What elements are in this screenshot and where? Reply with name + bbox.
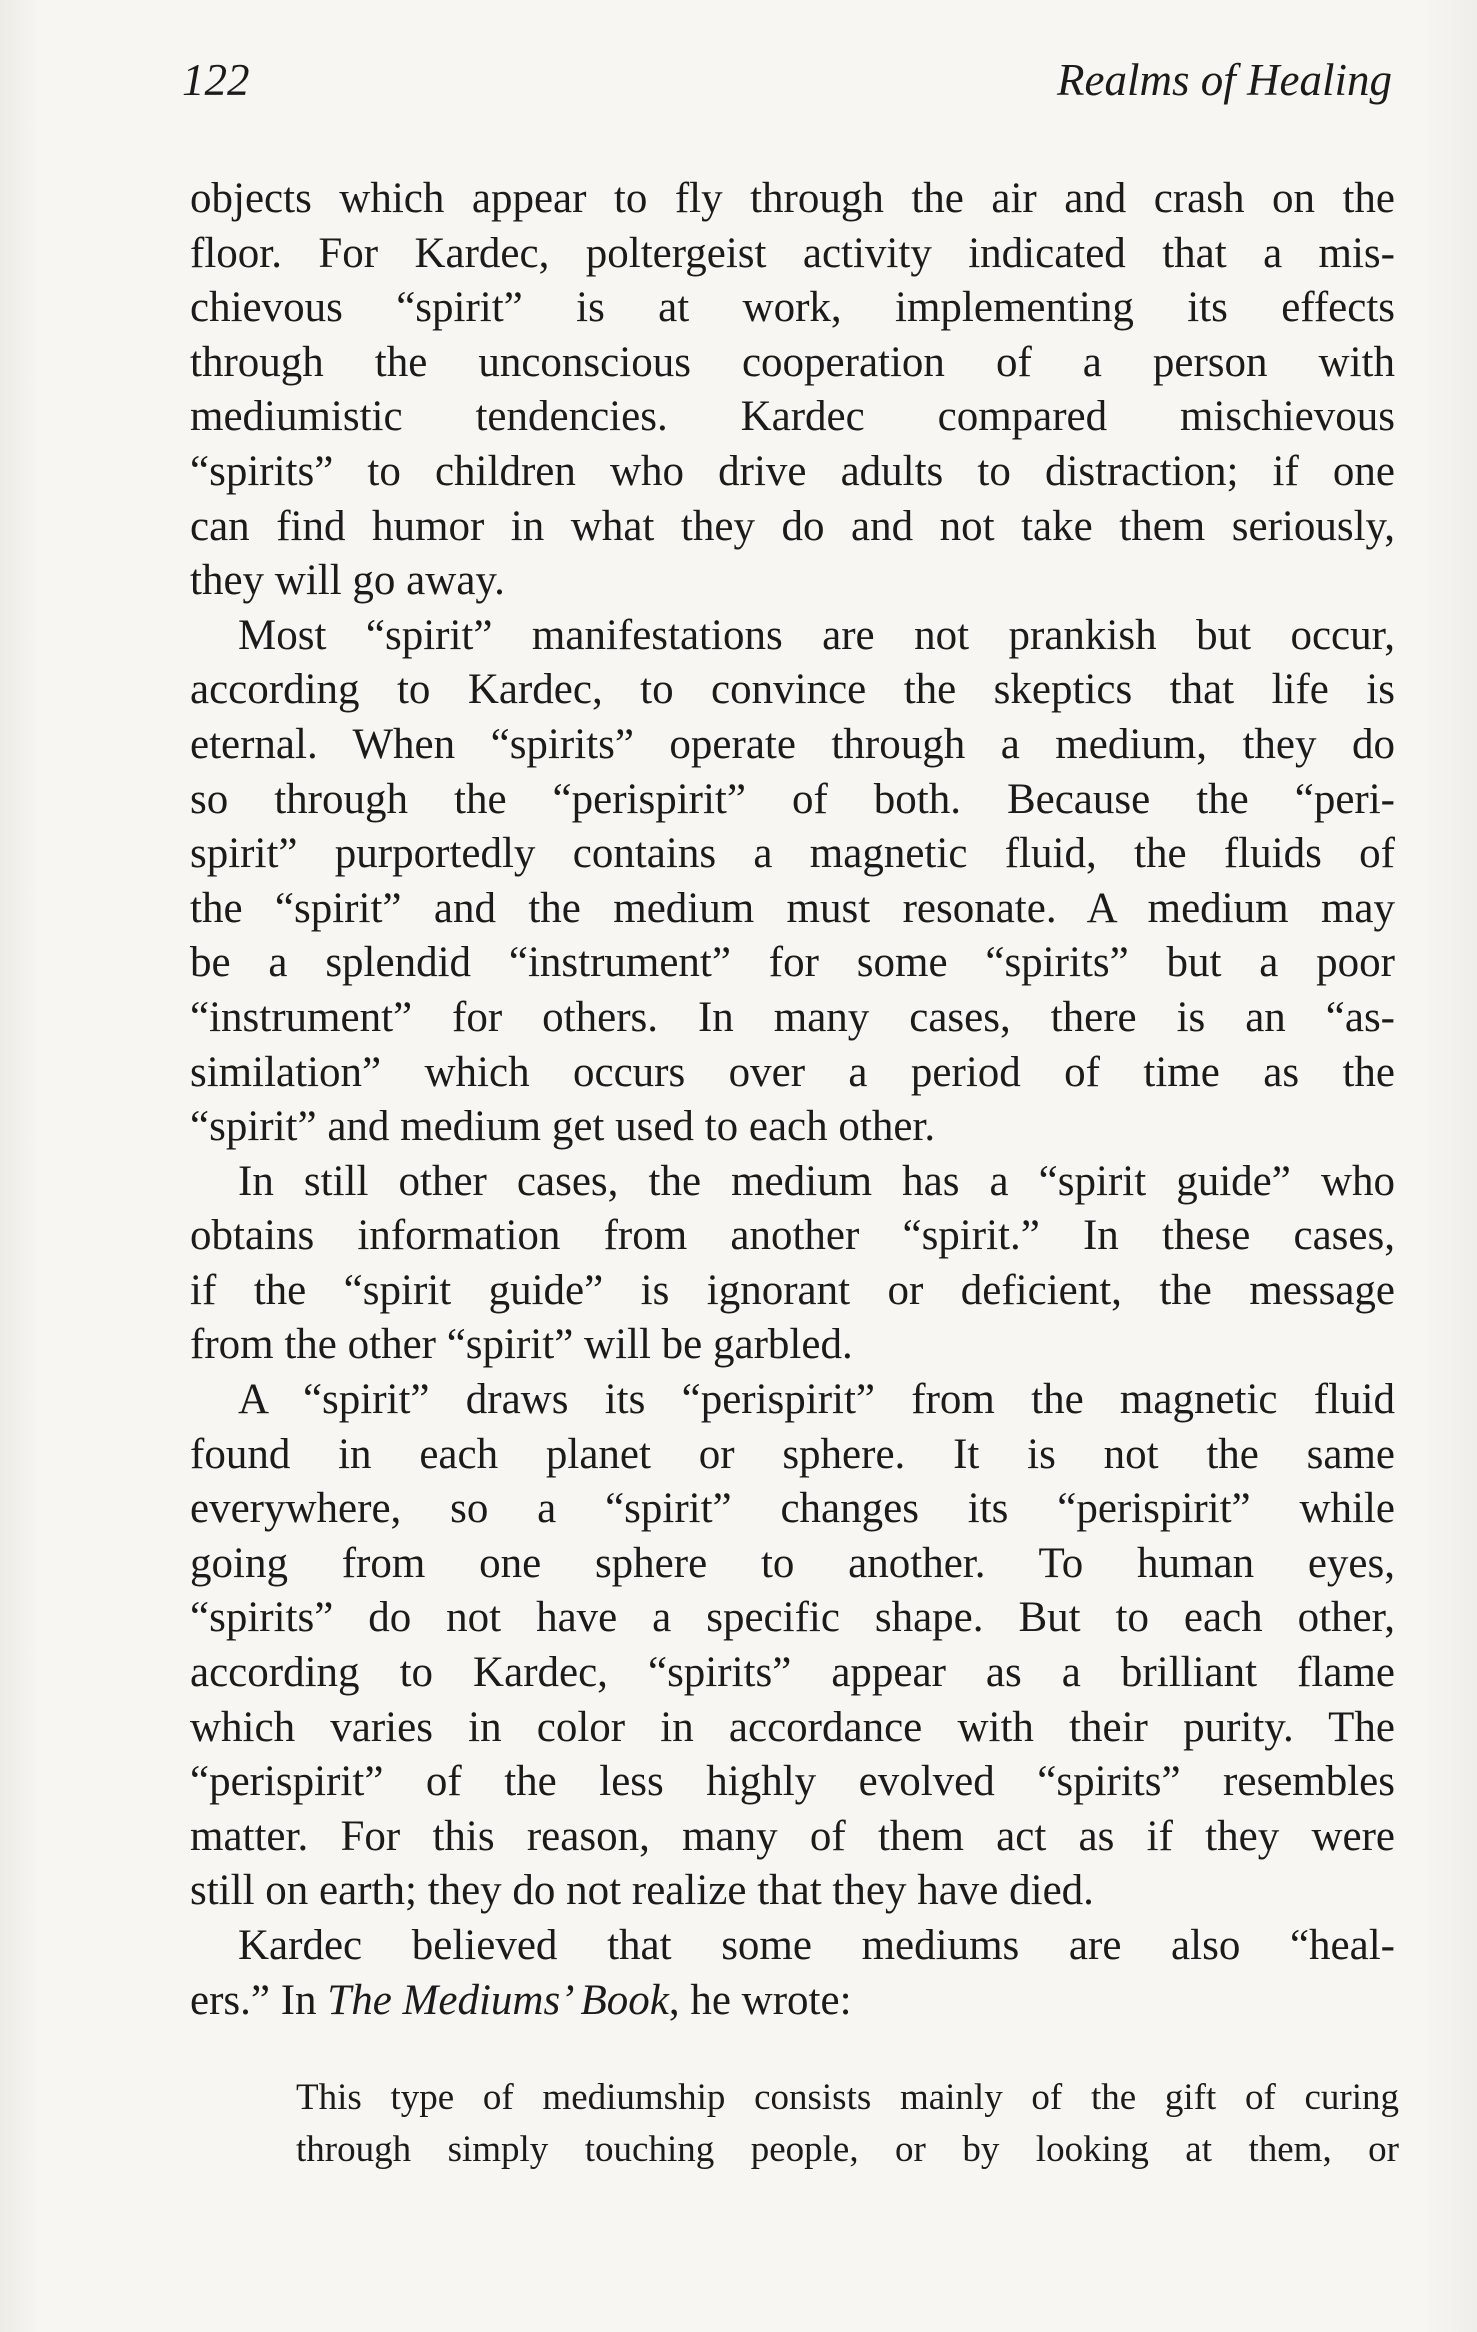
text-line: which varies in color in accordance with their purity. The — [190, 1703, 1395, 1751]
text-line: everywhere, so a “spirit” changes its “perispirit” while — [190, 1485, 1395, 1533]
text-line: A “spirit” draws its “perispirit” from the magnetic fluid — [238, 1376, 1395, 1424]
text-line: can find humor in what they do and not take them seriously, — [190, 502, 1395, 550]
text-line: found in each planet or sphere. It is not the same — [190, 1430, 1395, 1478]
running-head — [182, 50, 1392, 110]
text-line — [190, 1974, 1395, 2029]
text-line: “perispirit” of the less highly evolved “spirits” resembles — [190, 1758, 1395, 1806]
text-line: so through the “perispirit” of both. Because the “peri- — [190, 775, 1395, 823]
text-line: be a splendid “instrument” for some “spirits” but a poor — [190, 939, 1395, 987]
quote-line: This type of mediumship consists mainly of the gift of curing — [296, 2077, 1399, 2118]
text-line: obtains information from another “spirit.” In these cases, — [190, 1212, 1395, 1260]
text-line: floor. For Kardec, poltergeist activity indicated that a mis- — [190, 229, 1395, 277]
text-line: chievous “spirit” is at work, implementing its effects — [190, 284, 1395, 332]
text-line: Most “spirit” manifestations are not prankish but occur, — [238, 611, 1395, 659]
text-fragment: , he wrote: — [668, 1976, 852, 2024]
text-line: if the “spirit guide” is ignorant or deficient, the message — [190, 1266, 1395, 1314]
text-line: the “spirit” and the medium must resonate. A medium may — [190, 884, 1395, 932]
text-line: spirit” purportedly contains a magnetic fluid, the fluids of — [190, 830, 1395, 878]
text-line: Kardec believed that some mediums are also “heal- — [238, 1922, 1395, 1969]
text-line: matter. For this reason, many of them act as if they were — [190, 1812, 1395, 1860]
text-line: eternal. When “spirits” operate through a medium, they do — [190, 720, 1395, 768]
text-line: still on earth; they do not realize that they have died. — [190, 1867, 1094, 1915]
text-line: according to Kardec, “spirits” appear as a brilliant flame — [190, 1649, 1395, 1697]
text-line: mediumistic tendencies. Kardec compared mischievous — [190, 393, 1395, 441]
body-text — [190, 172, 1395, 2028]
text-fragment: ers.” In — [190, 1976, 328, 2024]
quote-line: through simply touching people, or by looking at them, or — [296, 2129, 1399, 2170]
text-line: similation” which occurs over a period of time as the — [190, 1048, 1395, 1096]
block-quote — [296, 2072, 1399, 2176]
text-line: they will go away. — [190, 557, 505, 605]
text-line: through the unconscious cooperation of a person with — [190, 338, 1395, 386]
text-line: In still other cases, the medium has a “spirit guide” who — [238, 1157, 1395, 1205]
text-line: objects which appear to fly through the air and crash on the — [190, 175, 1395, 222]
page-number: 122 — [182, 55, 250, 105]
text-line: “spirit” and medium get used to each other. — [190, 1103, 936, 1151]
text-line: “instrument” for others. In many cases, there is an “as- — [190, 993, 1395, 1041]
text-line: according to Kardec, to convince the skeptics that life is — [190, 666, 1395, 714]
text-line: from the other “spirit” will be garbled. — [190, 1321, 853, 1369]
text-line: going from one sphere to another. To human eyes, — [190, 1539, 1395, 1587]
book-title: The Mediums’ Book — [327, 1976, 669, 2024]
text-line: “spirits” to children who drive adults to distraction; if one — [190, 447, 1395, 495]
text-line: “spirits” do not have a specific shape. But to each other, — [190, 1594, 1395, 1642]
running-title: Realms of Healing — [1057, 55, 1392, 105]
